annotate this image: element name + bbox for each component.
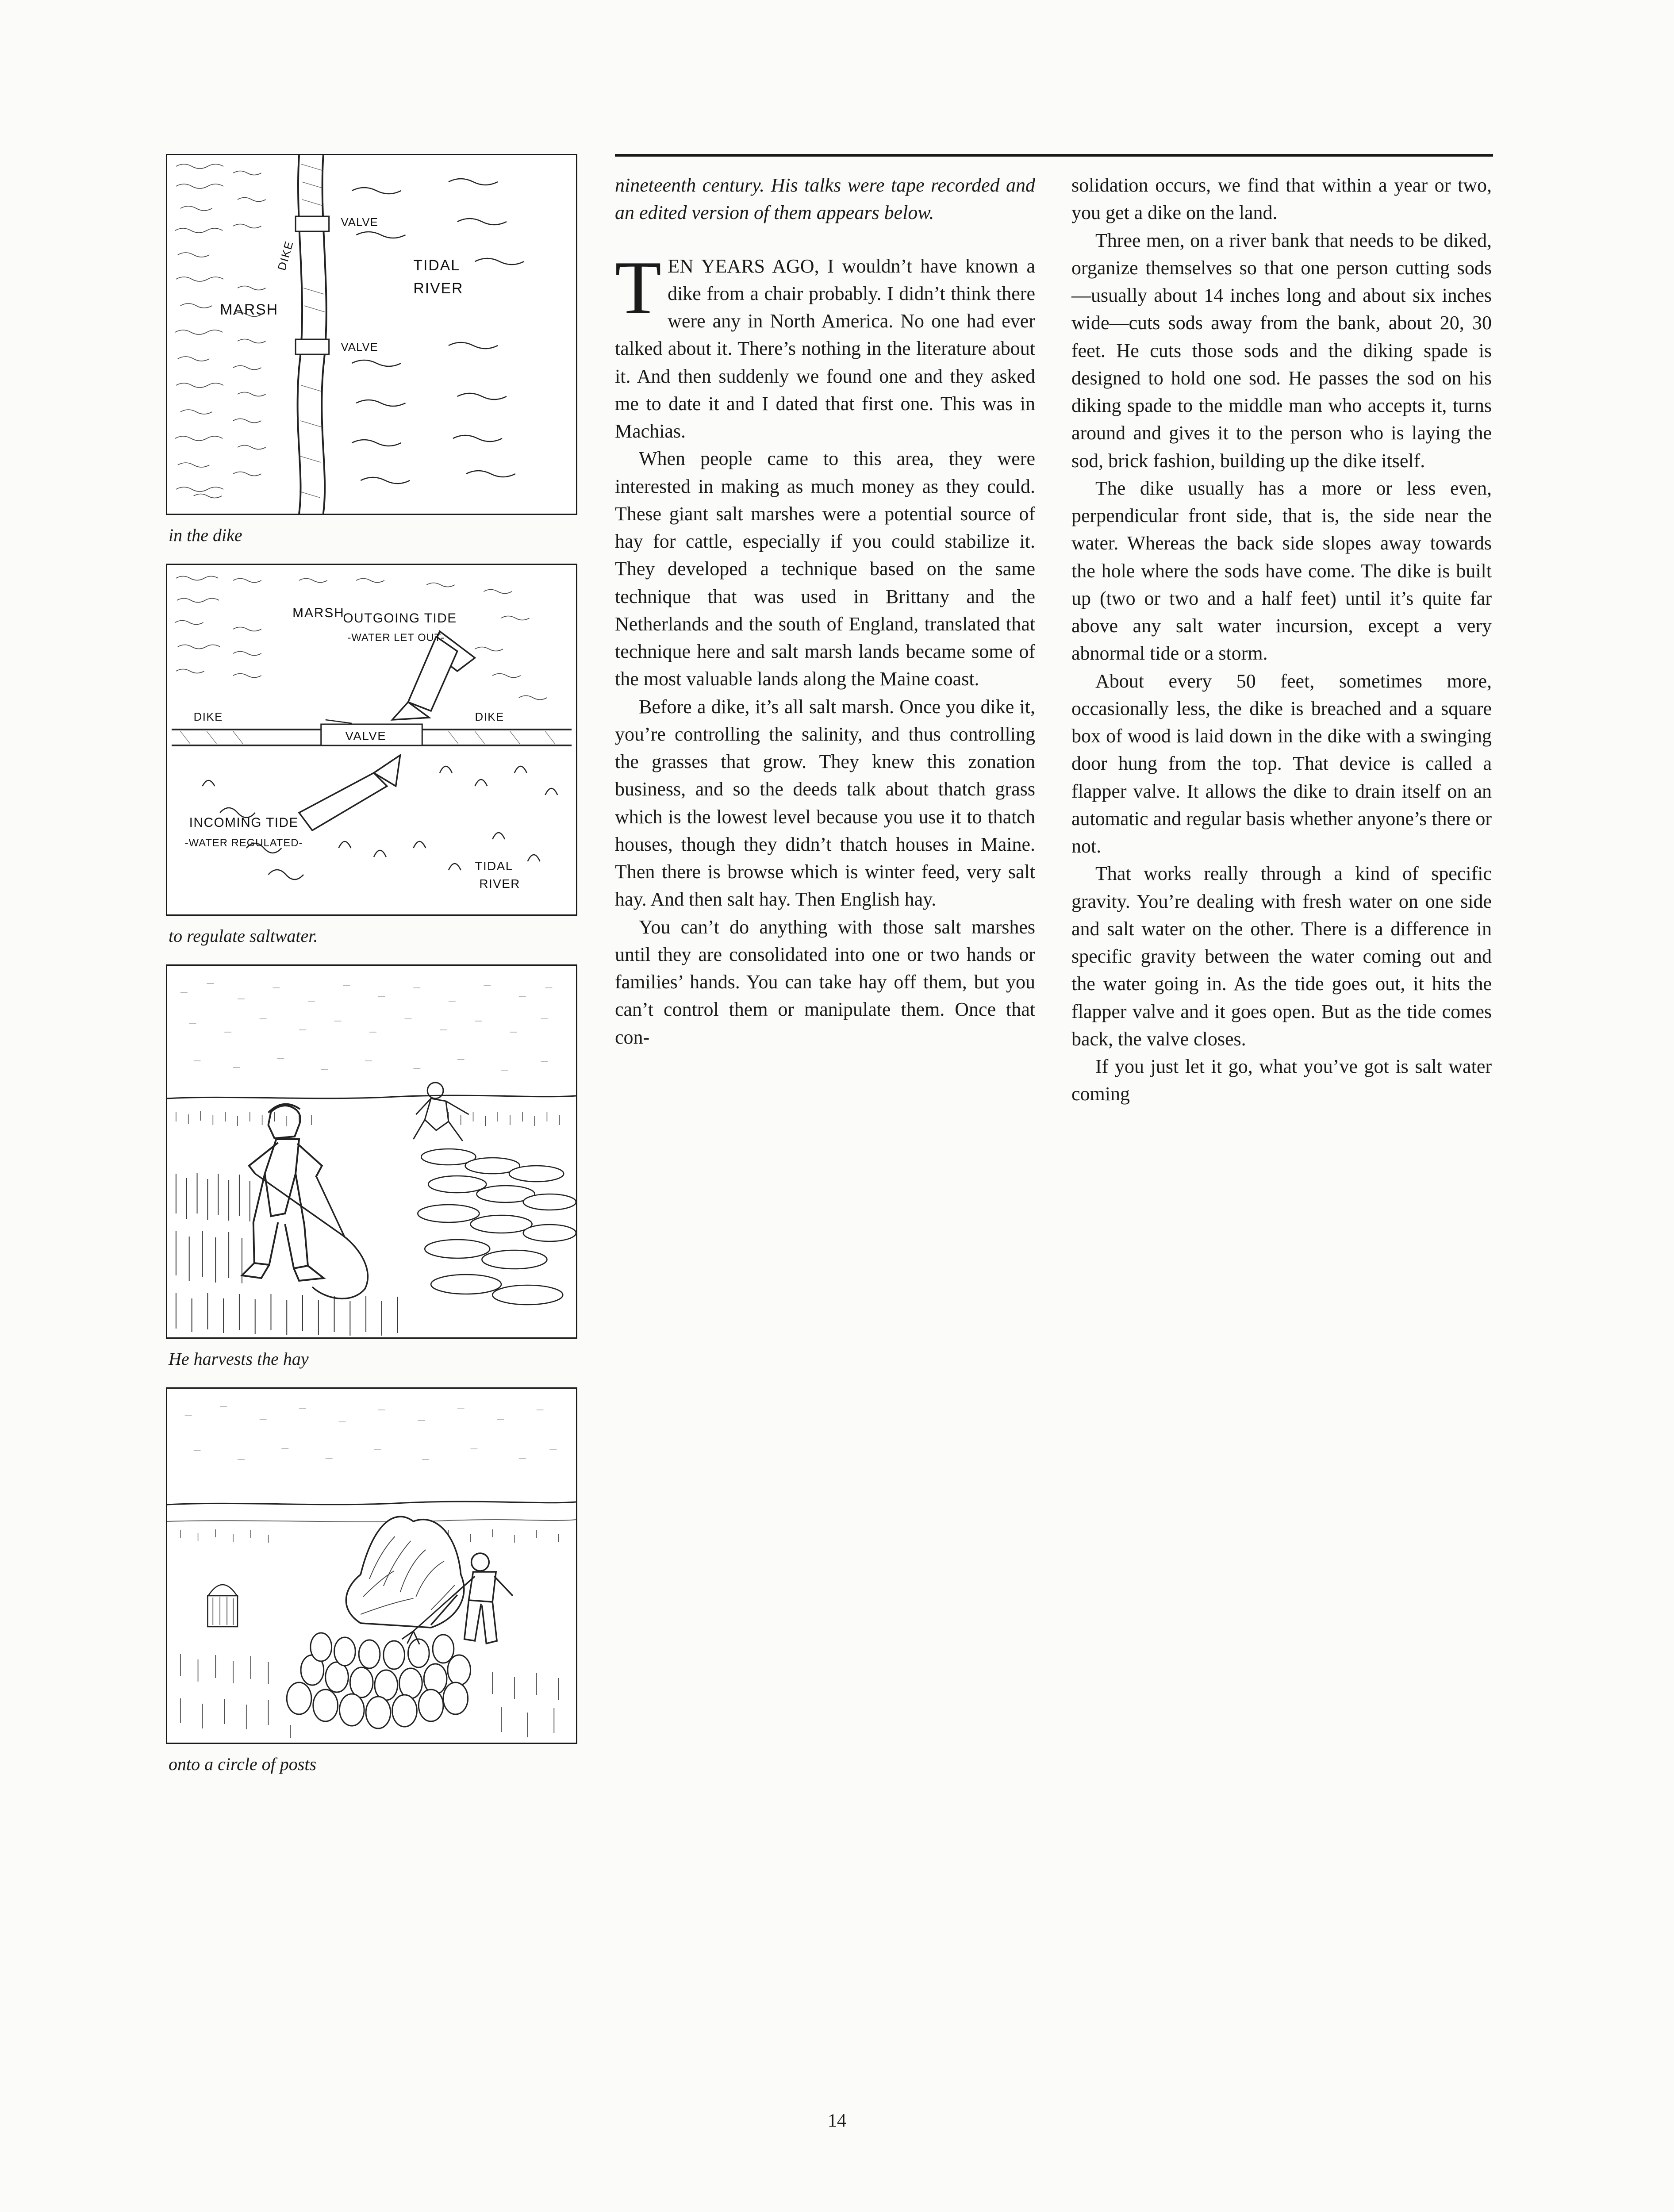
- paragraph: You can’t do anything with those salt marshes until they are consolidated into one or two hands or families’ hands. You can take hay off them, but you can’t control them or manipulate them. Once that con-: [615, 916, 1035, 1048]
- paragraph: Before a dike, it’s all salt marsh. Once you dike it, you’re controlling the salinity, and thus controlling the grasses that grow. They knew this zonation business, and so the deeds talk about thatch grass which is the lowest level because you use it to thatch houses, though they didn’t thatch houses in Maine. Then there is browse which is winter feed, very salt hay. And then salt hay. Then English hay.: [615, 695, 1035, 910]
- column-right: [1071, 172, 1492, 1108]
- paragraph: The dike usually has a more or less even, perpendicular front side, that is, the side near the water. Whereas the back side slopes away towards the hole where the sods have come. The dike is built up (two or two and a half feet) until it’s quite far above any salt water incursion, except a very abnormal tide or a storm.: [1071, 477, 1492, 664]
- svg-text:-WATER LET OUT-: -WATER LET OUT-: [347, 631, 445, 644]
- haystack-on-posts-illustration: [167, 1389, 576, 1743]
- top-rule: [615, 154, 1493, 157]
- svg-text:TIDAL: TIDAL: [475, 859, 513, 873]
- paragraph: If you just let it go, what you’ve got is salt water coming: [1071, 1056, 1492, 1105]
- illustration-column: [166, 154, 577, 1793]
- paragraph: Three men, on a river bank that needs to be diked, organize themselves so that one person cutting sods—usually about 14 inches long and about six inches wide—cuts sods away from the bank, about 20, 30 feet. He cuts those sods and the diking spade is designed to hold one sod. He passes the sod on his diking spade to the middle man who accepts it, turns around and gives it to the person who is laying the sod, brick fashion, building up the dike itself.: [1071, 229, 1492, 472]
- figure-tide-regulation: [166, 564, 577, 947]
- column-left: [615, 172, 1035, 1108]
- page-number: [0, 2110, 1674, 2131]
- figure-frame: [166, 564, 577, 916]
- figure-frame: [166, 1387, 577, 1744]
- paragraph: solidation occurs, we find that within a year or two, you get a dike on the land.: [1071, 174, 1492, 224]
- drop-cap: T: [615, 246, 662, 330]
- paragraph: About every 50 feet, sometimes more, occasionally less, the dike is breached and a square box of wood is laid down in the dike with a swinging door hung from the top. That device is called a flapper valve. It allows the dike to drain itself on an automatic and regular basis whether anyone’s there or not.: [1071, 670, 1492, 857]
- figure-frame: [166, 964, 577, 1339]
- svg-text:RIVER: RIVER: [413, 280, 464, 297]
- svg-text:MARSH: MARSH: [292, 605, 345, 621]
- svg-text:RIVER: RIVER: [479, 876, 520, 891]
- page-number-text: 14: [828, 2111, 846, 2131]
- svg-text:-WATER REGULATED-: -WATER REGULATED-: [184, 837, 303, 849]
- figure-caption: in the dike: [169, 525, 242, 545]
- svg-text:MARSH: MARSH: [220, 301, 279, 319]
- svg-text:DIKE: DIKE: [475, 710, 504, 724]
- tide-regulation-diagram: [167, 565, 576, 914]
- figure-caption: He harvests the hay: [169, 1349, 309, 1369]
- paragraph: That works really through a kind of specific gravity. You’re dealing with fresh water on one side and salt water on the other. There is a difference in specific gravity between the water coming out and the water going in. As the tide goes out, it hits the flapper valve and it goes open. But as the tide comes back, the valve closes.: [1071, 863, 1492, 1050]
- intro-italic-paragraph: nineteenth century. His talks were tape recorded and an edited version of them appears below.: [615, 174, 1035, 224]
- svg-text:INCOMING TIDE: INCOMING TIDE: [189, 815, 299, 830]
- figure-frame: [166, 154, 577, 515]
- figure-caption: to regulate saltwater.: [169, 926, 318, 946]
- paragraph: When people came to this area, they were interested in making as much money as they could. These giant salt marshes were a potential source of hay for cattle, especially if you could stabilize it. They developed a technique based on the same technique that was used in Brittany and the Netherlands and the south of England, translated that technique here and salt marsh lands became some of the most valuable lands along the Maine coast.: [615, 448, 1035, 690]
- figure-hay-harvest: [166, 964, 577, 1370]
- article-body: [615, 154, 1493, 1108]
- figure-haystack-posts: [166, 1387, 577, 1775]
- dike-valve-plan-diagram: [167, 155, 576, 514]
- figure-dike-valve-plan: [166, 154, 577, 546]
- first-paragraph-text: EN YEARS AGO, I wouldn’t have known a dike from a chair probably. I didn’t think there were any in North America. No one had ever talked about it. There’s nothing in the literature about it. And then suddenly we found one and they asked me to date it and I dated that first one. This was in Machias.: [615, 255, 1035, 442]
- svg-text:VALVE: VALVE: [341, 341, 378, 354]
- svg-text:VALVE: VALVE: [341, 216, 378, 229]
- svg-text:DIKE: DIKE: [276, 239, 296, 272]
- svg-text:DIKE: DIKE: [193, 710, 223, 724]
- first-paragraph: [615, 246, 1035, 445]
- svg-text:TIDAL: TIDAL: [413, 257, 461, 274]
- svg-text:VALVE: VALVE: [345, 729, 387, 743]
- figure-caption: onto a circle of posts: [169, 1754, 317, 1774]
- svg-text:OUTGOING TIDE: OUTGOING TIDE: [343, 611, 457, 626]
- hay-harvest-illustration: [167, 966, 576, 1337]
